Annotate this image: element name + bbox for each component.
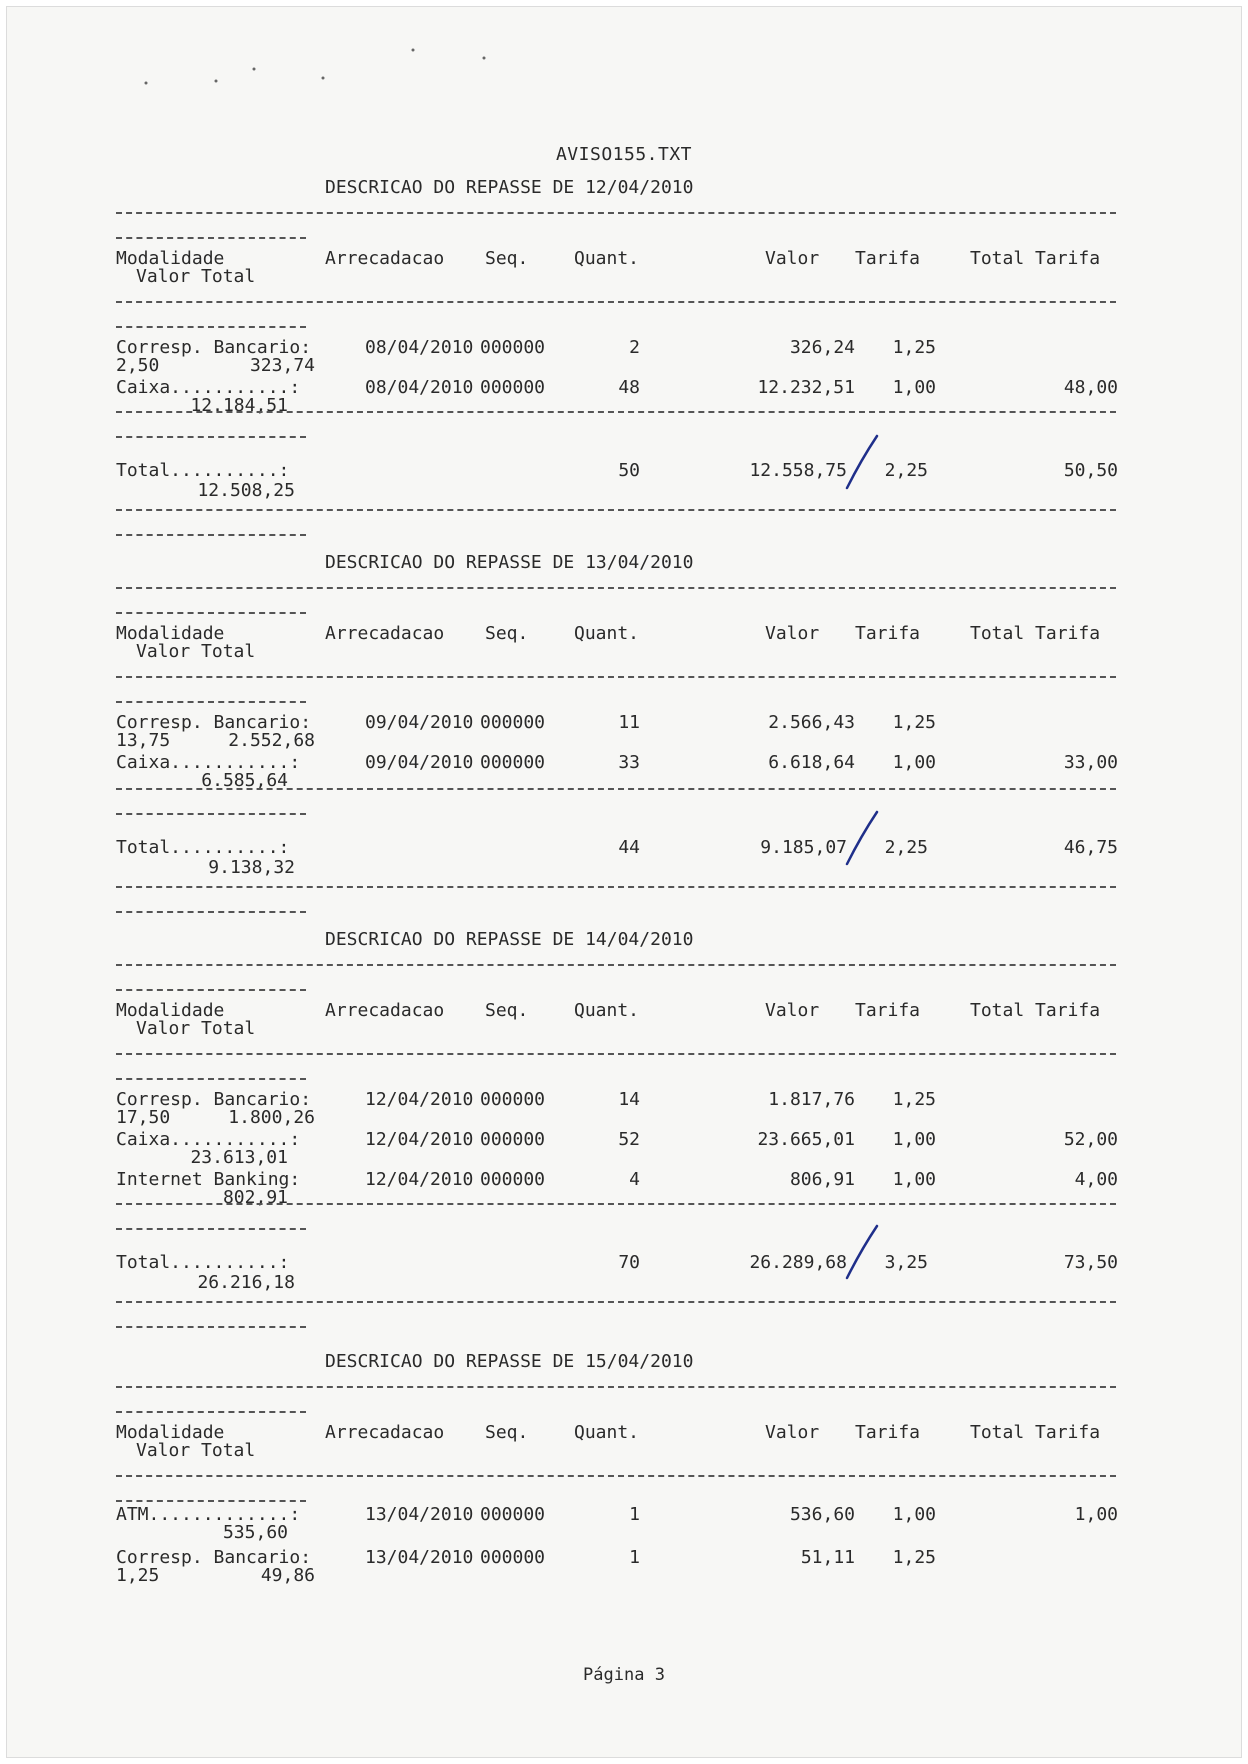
section-heading: DESCRICAO DO REPASSE DE 12/04/2010: [325, 177, 694, 198]
row-quant: 52: [618, 1129, 640, 1150]
dashed-separator-short: [116, 237, 306, 239]
total-label: Total..........:: [116, 460, 290, 481]
dashed-separator: [116, 964, 1116, 966]
dashed-separator: [116, 788, 1116, 790]
dashed-separator: [116, 1053, 1116, 1055]
dashed-separator: [116, 301, 1116, 303]
section-heading: DESCRICAO DO REPASSE DE 14/04/2010: [325, 929, 694, 950]
row-seq: 000000: [480, 712, 546, 733]
row-valor: 326,24: [789, 337, 855, 358]
column-header-valor-total: Valor Total: [136, 266, 256, 287]
row-total-tarifa: 4,00: [1074, 1169, 1118, 1190]
dashed-separator: [116, 509, 1116, 511]
dashed-separator: [116, 1203, 1116, 1205]
row-valor-total: 802,91: [222, 1187, 288, 1208]
column-header-modalidade: Modalidade: [116, 1000, 225, 1021]
total-quant: 50: [618, 460, 640, 481]
column-header-total-tarifa: Total Tarifa: [970, 1422, 1101, 1443]
document-title: AVISO155.TXT: [555, 144, 693, 165]
total-valor-total: 9.138,32: [208, 857, 295, 878]
column-header-valor-total: Valor Total: [136, 1440, 256, 1461]
handwritten-check-mark-icon: [843, 808, 883, 868]
dashed-separator: [116, 212, 1116, 214]
row-date: 09/04/2010: [365, 752, 474, 773]
row-quant: 14: [618, 1089, 640, 1110]
total-quant: 70: [618, 1252, 640, 1273]
total-tarifa: 3,25: [884, 1252, 928, 1273]
column-header-seq: Seq.: [485, 623, 529, 644]
dashed-separator: [116, 1475, 1116, 1477]
total-valor: 9.185,07: [760, 837, 847, 858]
row-seq: 000000: [480, 1504, 546, 1525]
row-valor-total: 6.585,64: [201, 770, 288, 791]
row-valor: 2.566,43: [768, 712, 855, 733]
row-date: 08/04/2010: [365, 377, 474, 398]
row-valor: 1.817,76: [768, 1089, 855, 1110]
dashed-separator-short: [116, 911, 306, 913]
row-date: 13/04/2010: [365, 1504, 474, 1525]
total-total-tarifa: 46,75: [1063, 837, 1118, 858]
row-valor: 806,91: [789, 1169, 855, 1190]
column-header-tarifa: Tarifa: [855, 623, 921, 644]
dashed-separator-short: [116, 1500, 306, 1502]
row-quant: 1: [629, 1547, 640, 1568]
column-header-quant: Quant.: [574, 248, 640, 269]
page-number: Página 3: [583, 1665, 665, 1685]
column-header-total-tarifa: Total Tarifa: [970, 623, 1101, 644]
section-heading: DESCRICAO DO REPASSE DE 15/04/2010: [325, 1351, 694, 1372]
row-wrapped-tarifa: 13,75: [116, 730, 171, 751]
row-modalidade: Corresp. Bancario:: [116, 712, 312, 733]
row-seq: 000000: [480, 377, 546, 398]
row-valor-total: 12.184,51: [190, 395, 288, 416]
row-modalidade: Internet Banking:: [116, 1169, 301, 1190]
row-valor: 6.618,64: [768, 752, 855, 773]
row-wrapped-tarifa: 1,25: [116, 1565, 160, 1586]
column-header-arrecadacao: Arrecadacao: [325, 248, 445, 269]
row-seq: 000000: [480, 752, 546, 773]
column-header-tarifa: Tarifa: [855, 1000, 921, 1021]
column-header-modalidade: Modalidade: [116, 248, 225, 269]
column-header-seq: Seq.: [485, 248, 529, 269]
handwritten-check-mark-icon: [843, 1222, 883, 1282]
row-modalidade: ATM.............:: [116, 1504, 301, 1525]
column-header-arrecadacao: Arrecadacao: [325, 1000, 445, 1021]
row-wrapped-tarifa: 17,50: [116, 1107, 171, 1128]
row-seq: 000000: [480, 1547, 546, 1568]
total-total-tarifa: 73,50: [1063, 1252, 1118, 1273]
dashed-separator-short: [116, 1411, 306, 1413]
row-quant: 1: [629, 1504, 640, 1525]
row-tarifa: 1,00: [892, 377, 936, 398]
column-header-seq: Seq.: [485, 1422, 529, 1443]
section-heading: DESCRICAO DO REPASSE DE 13/04/2010: [325, 552, 694, 573]
row-wrapped-tarifa: 2,50: [116, 355, 160, 376]
column-header-arrecadacao: Arrecadacao: [325, 1422, 445, 1443]
row-tarifa: 1,00: [892, 1129, 936, 1150]
column-header-quant: Quant.: [574, 623, 640, 644]
row-tarifa: 1,25: [892, 712, 936, 733]
column-header-modalidade: Modalidade: [116, 1422, 225, 1443]
row-seq: 000000: [480, 1089, 546, 1110]
row-modalidade: Caixa...........:: [116, 377, 301, 398]
dashed-separator-short: [116, 326, 306, 328]
row-valor-total: 1.800,26: [228, 1107, 315, 1128]
column-header-quant: Quant.: [574, 1000, 640, 1021]
dashed-separator-short: [116, 612, 306, 614]
row-modalidade: Corresp. Bancario:: [116, 1547, 312, 1568]
row-total-tarifa: 33,00: [1063, 752, 1118, 773]
row-date: 12/04/2010: [365, 1169, 474, 1190]
row-valor-total: 2.552,68: [228, 730, 315, 751]
column-header-tarifa: Tarifa: [855, 1422, 921, 1443]
row-quant: 4: [629, 1169, 640, 1190]
dashed-separator-short: [116, 1326, 306, 1328]
total-valor-total: 12.508,25: [197, 480, 295, 501]
row-date: 08/04/2010: [365, 337, 474, 358]
dashed-separator-short: [116, 436, 306, 438]
column-header-modalidade: Modalidade: [116, 623, 225, 644]
row-total-tarifa: 48,00: [1063, 377, 1118, 398]
total-total-tarifa: 50,50: [1063, 460, 1118, 481]
dashed-separator-short: [116, 989, 306, 991]
row-tarifa: 1,25: [892, 1089, 936, 1110]
dashed-separator-short: [116, 701, 306, 703]
total-label: Total..........:: [116, 1252, 290, 1273]
row-seq: 000000: [480, 1129, 546, 1150]
row-date: 12/04/2010: [365, 1129, 474, 1150]
column-header-total-tarifa: Total Tarifa: [970, 1000, 1101, 1021]
row-modalidade: Corresp. Bancario:: [116, 1089, 312, 1110]
row-valor-total: 23.613,01: [190, 1147, 288, 1168]
row-date: 12/04/2010: [365, 1089, 474, 1110]
row-modalidade: Corresp. Bancario:: [116, 337, 312, 358]
row-valor: 23.665,01: [757, 1129, 855, 1150]
column-header-valor-total: Valor Total: [136, 1018, 256, 1039]
row-tarifa: 1,00: [892, 1504, 936, 1525]
row-tarifa: 1,25: [892, 1547, 936, 1568]
row-valor-total: 49,86: [260, 1565, 315, 1586]
column-header-valor: Valor: [765, 1000, 820, 1021]
total-tarifa: 2,25: [884, 460, 928, 481]
total-tarifa: 2,25: [884, 837, 928, 858]
dashed-separator-short: [116, 534, 306, 536]
dashed-separator: [116, 1386, 1116, 1388]
row-tarifa: 1,00: [892, 1169, 936, 1190]
total-quant: 44: [618, 837, 640, 858]
column-header-arrecadacao: Arrecadacao: [325, 623, 445, 644]
dashed-separator: [116, 1301, 1116, 1303]
row-quant: 2: [629, 337, 640, 358]
row-date: 13/04/2010: [365, 1547, 474, 1568]
row-quant: 48: [618, 377, 640, 398]
dashed-separator: [116, 411, 1116, 413]
column-header-valor: Valor: [765, 248, 820, 269]
row-valor: 536,60: [789, 1504, 855, 1525]
column-header-total-tarifa: Total Tarifa: [970, 248, 1101, 269]
dashed-separator-short: [116, 1078, 306, 1080]
dashed-separator: [116, 587, 1116, 589]
total-valor: 12.558,75: [749, 460, 847, 481]
dashed-separator: [116, 886, 1116, 888]
row-tarifa: 1,25: [892, 337, 936, 358]
row-valor-total: 535,60: [222, 1522, 288, 1543]
column-header-valor: Valor: [765, 623, 820, 644]
column-header-quant: Quant.: [574, 1422, 640, 1443]
row-modalidade: Caixa...........:: [116, 1129, 301, 1150]
row-date: 09/04/2010: [365, 712, 474, 733]
row-seq: 000000: [480, 1169, 546, 1190]
row-total-tarifa: 52,00: [1063, 1129, 1118, 1150]
column-header-valor: Valor: [765, 1422, 820, 1443]
row-tarifa: 1,00: [892, 752, 936, 773]
dashed-separator-short: [116, 1228, 306, 1230]
column-header-valor-total: Valor Total: [136, 641, 256, 662]
dashed-separator-short: [116, 813, 306, 815]
row-quant: 33: [618, 752, 640, 773]
row-valor: 51,11: [800, 1547, 855, 1568]
total-valor: 26.289,68: [749, 1252, 847, 1273]
row-total-tarifa: 1,00: [1074, 1504, 1118, 1525]
total-label: Total..........:: [116, 837, 290, 858]
row-quant: 11: [618, 712, 640, 733]
handwritten-check-mark-icon: [843, 432, 883, 492]
column-header-tarifa: Tarifa: [855, 248, 921, 269]
row-modalidade: Caixa...........:: [116, 752, 301, 773]
total-valor-total: 26.216,18: [197, 1272, 295, 1293]
row-valor-total: 323,74: [249, 355, 315, 376]
column-header-seq: Seq.: [485, 1000, 529, 1021]
dashed-separator: [116, 676, 1116, 678]
row-valor: 12.232,51: [757, 377, 855, 398]
row-seq: 000000: [480, 337, 546, 358]
